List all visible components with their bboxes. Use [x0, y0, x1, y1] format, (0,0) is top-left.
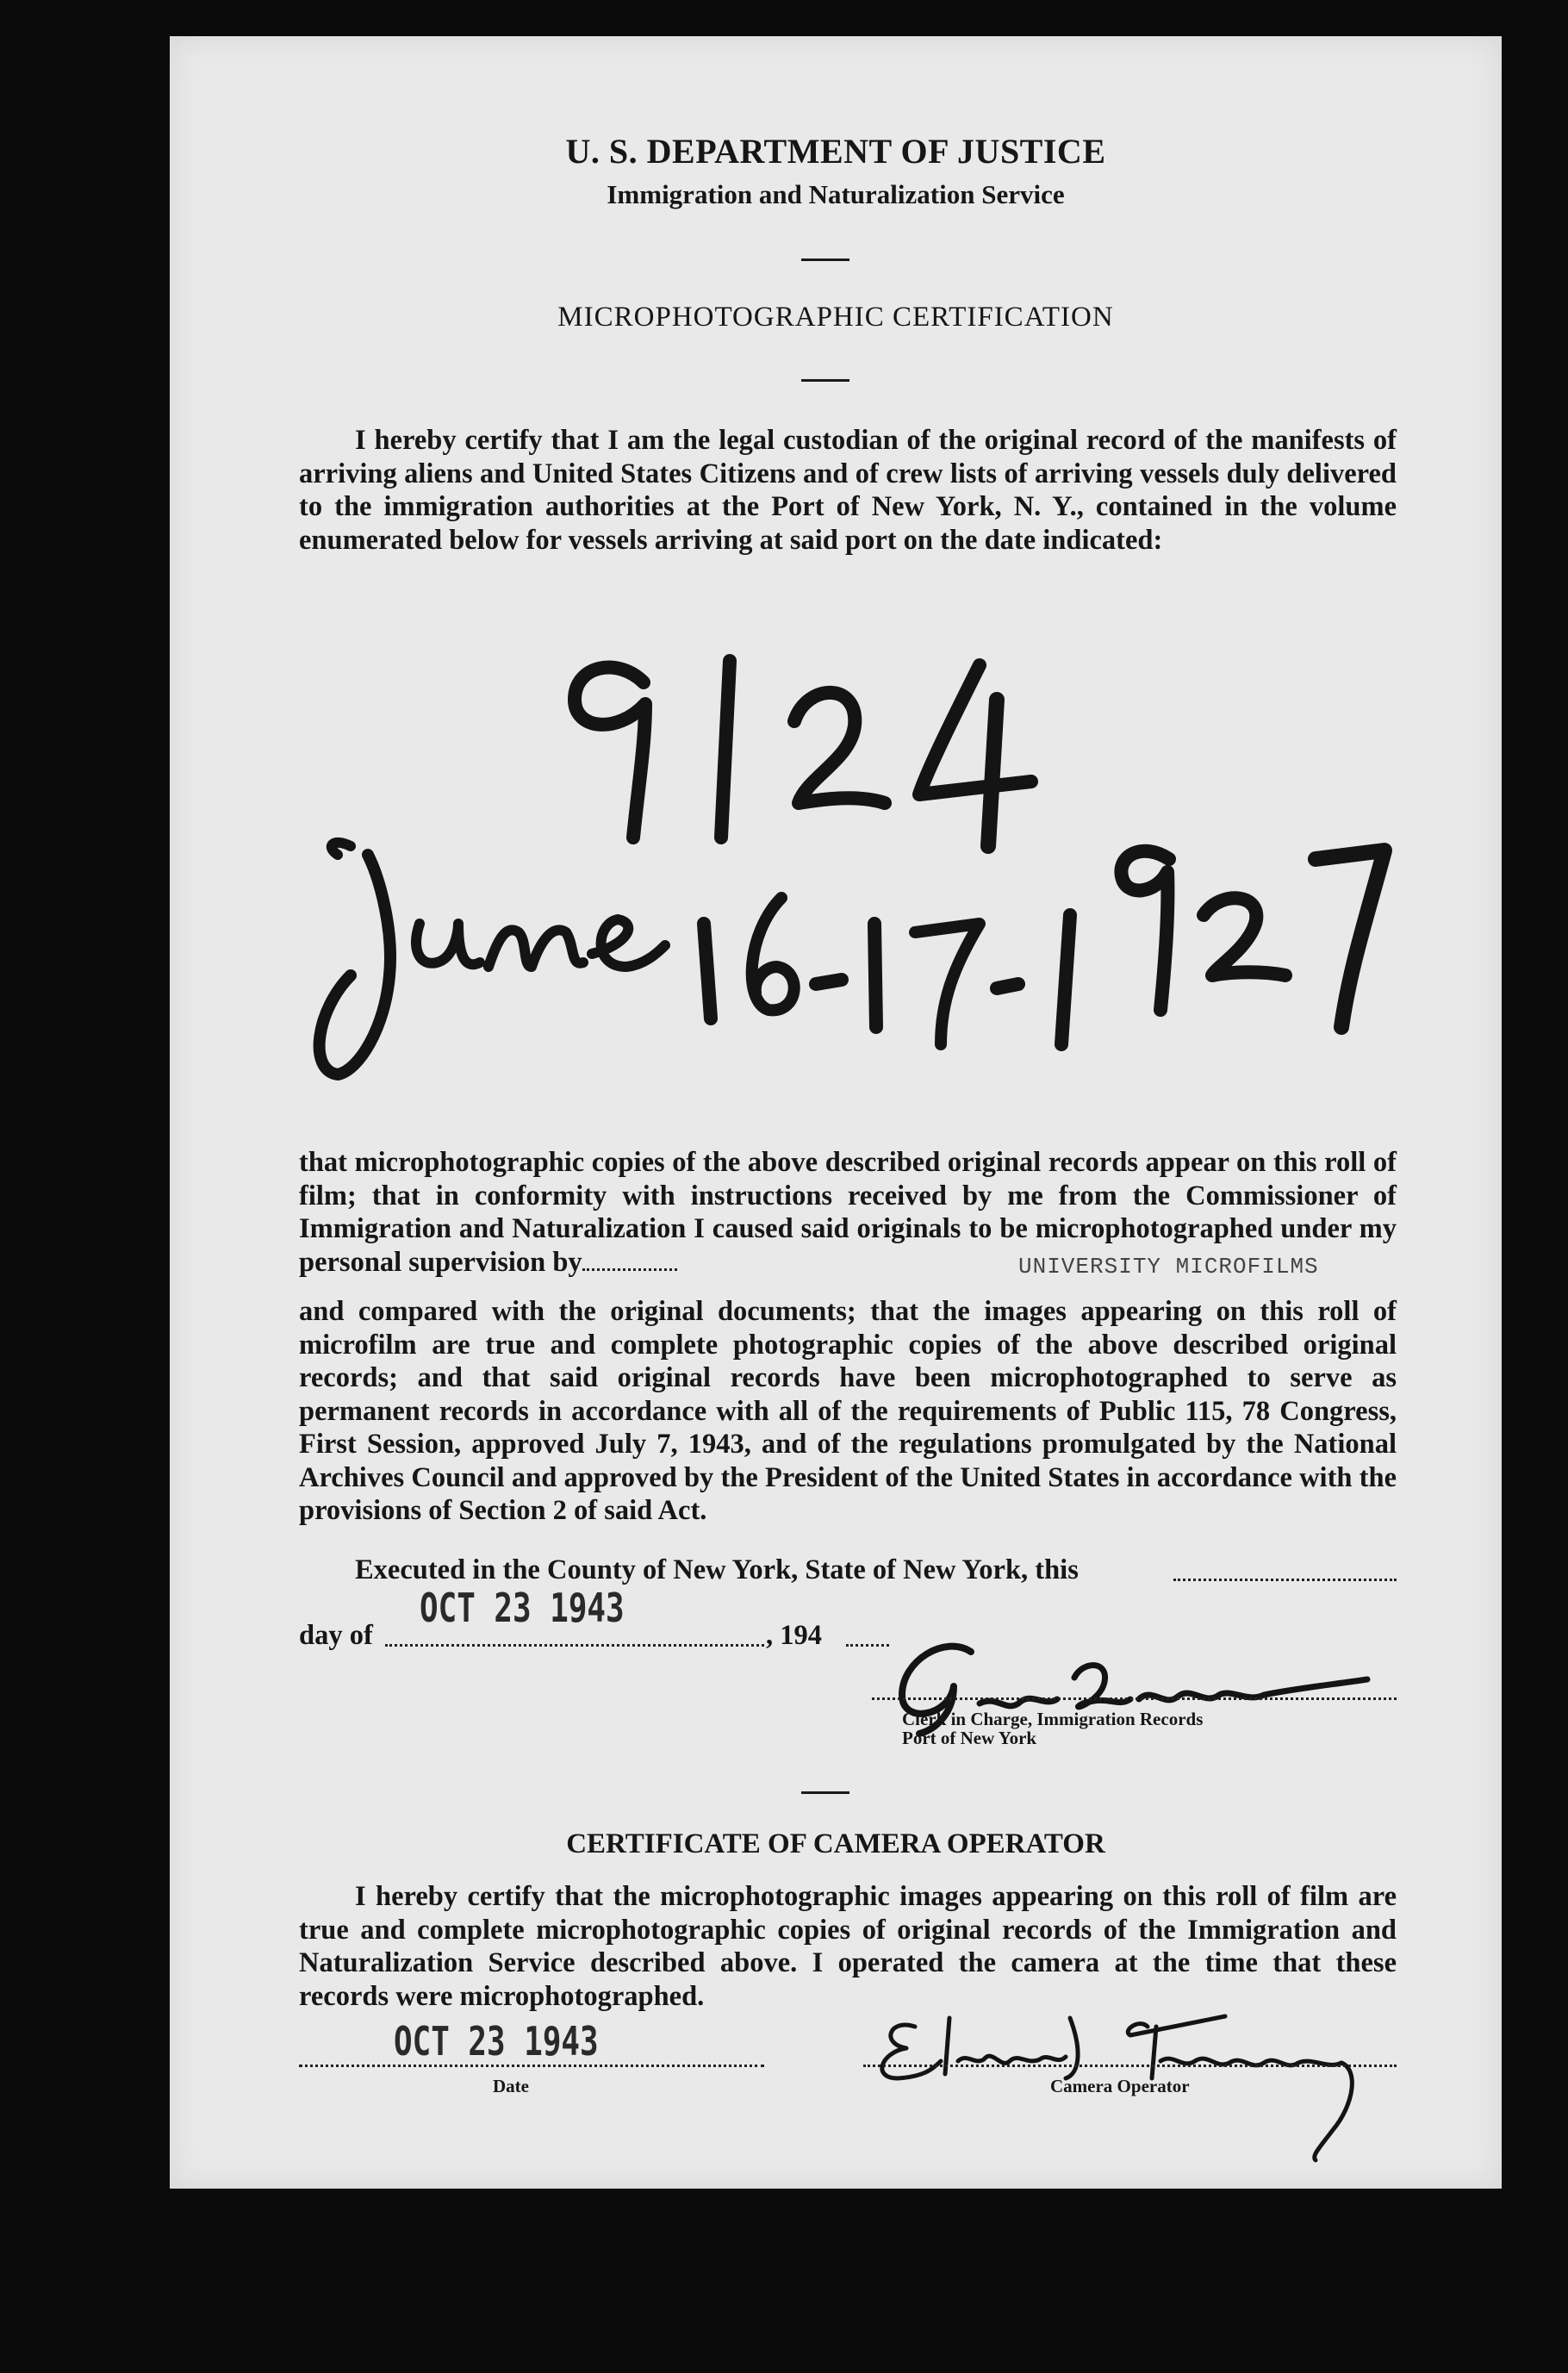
operator-signature-line [863, 2065, 1397, 2067]
clerk-title-line1: Clerk in Charge, Immigration Records [902, 1709, 1204, 1729]
execution-line: Executed in the County of New York, State of New York, this [355, 1554, 1079, 1585]
divider-top [801, 258, 849, 261]
certification-title: MICROPHOTOGRAPHIC CERTIFICATION [557, 302, 1114, 333]
divider-middle [801, 379, 849, 382]
divider-bottom [801, 1791, 849, 1794]
day-of-label: day of [299, 1620, 373, 1651]
custodian-statement: I hereby certify that I am the legal custodian of the original record of the manifests of arriving aliens and United States Citizens and of crew lists of arriving vessels duly delivered to the immigration authorities at the Port of New York, N. Y., contained in the volume enumerated below for vessels arriving at said port on the date indicated: [299, 425, 1397, 556]
department-heading: U. S. DEPARTMENT OF JUSTICE [565, 132, 1106, 171]
clerk-title-line2: Port of New York [902, 1728, 1037, 1748]
camera-operator-title: CERTIFICATE OF CAMERA OPERATOR [566, 1828, 1105, 1859]
body-statement-part2: and compared with the original documents; that the images appearing on this roll of microfilm are true and complete photographic copies of the above described original records; and that said original records have been microphotographed to serve as permanent records in accordance with all of the requirements of Public 115, 78 Congress, First Session, approved July 7, 1943, and of the regulations promulgated by the National Archives Council and approved by the President of the United States in accordance with the provisions of Section 2 of said Act. [299, 1296, 1397, 1526]
filmed-by-dots [582, 1268, 677, 1271]
execution-date-stamp: OCT 23 1943 [420, 1585, 625, 1631]
body-statement-text: that microphotographic copies of the above described original records appear on this roll of film; that in conformity with instructions received by me from the Commissioner of Immigration and Naturalization I caused said originals to be microphotographed under my personal supervision by [299, 1147, 1397, 1278]
handwritten-date [299, 794, 1436, 1105]
service-subheading: Immigration and Naturalization Service [607, 179, 1065, 209]
date-label: Date [493, 2076, 529, 2096]
date-line [299, 2065, 764, 2067]
operator-date-stamp: OCT 23 1943 [394, 2018, 599, 2065]
certificate-page [170, 36, 1502, 2189]
execution-day-dots [1173, 1579, 1397, 1581]
filmed-by-value: UNIVERSITY MICROFILMS [1018, 1254, 1319, 1280]
year-label: , 194 [766, 1620, 822, 1651]
clerk-signature-line [872, 1697, 1397, 1700]
camera-operator-label: Camera Operator [1050, 2076, 1190, 2096]
month-dots [385, 1644, 764, 1647]
camera-operator-statement: I hereby certify that the microphotographic images appearing on this roll of film are true and complete microphotographic copies of original records of the Immigration and Naturalization Service described above. I operated the camera at the time that these records were microphotographed. [299, 1881, 1397, 2012]
